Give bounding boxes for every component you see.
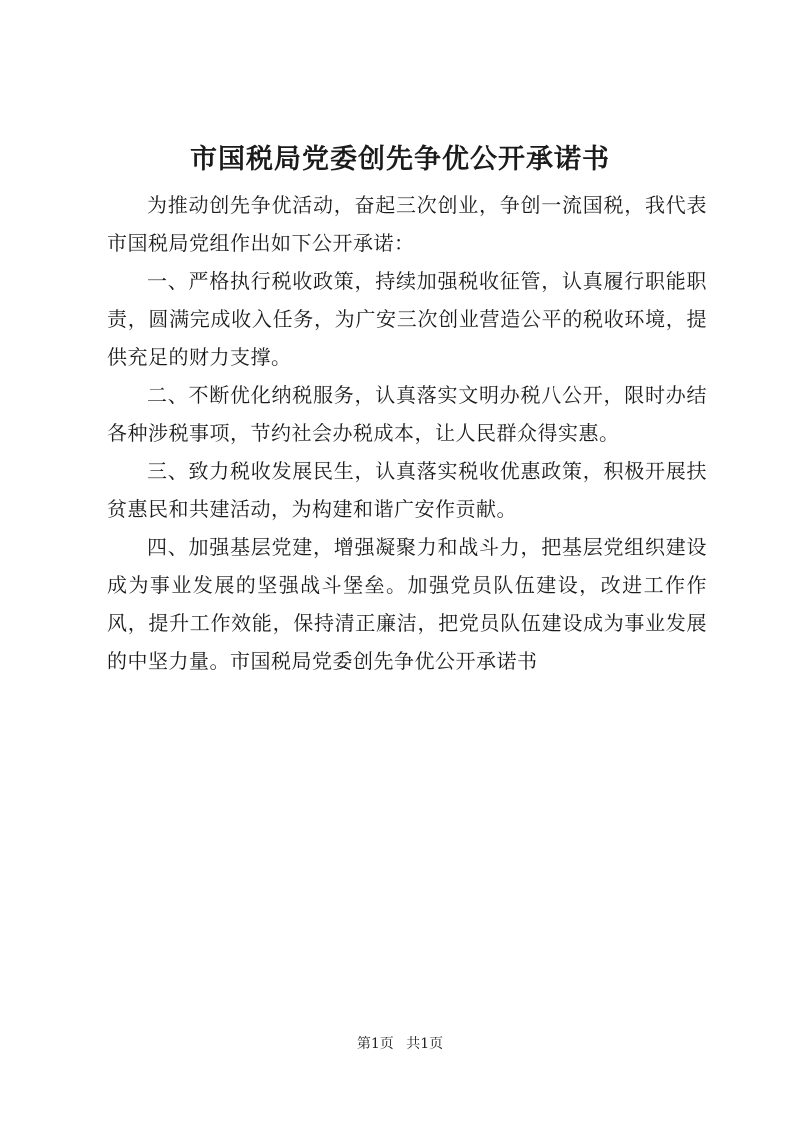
paragraph-item-2: 二、不断优化纳税服务，认真落实文明办税八公开，限时办结各种涉税事项，节约社会办税成本，让人民群众得实惠。 [107,383,707,445]
document-body [107,186,707,680]
page-footer [0,1034,800,1054]
page-number: 第1页 [356,1036,394,1052]
paragraph-item-4: 四、加强基层党建，增强凝聚力和战斗力，把基层党组织建设成为事业发展的坚强战斗堡垒。加强党员队伍建设，改进工作作风，提升工作效能，保持清正廉洁，把党员队伍建设成为事业发展的中坚力量。市国税局党委创先争优公开承诺书 [107,535,707,673]
page-total: 共1页 [406,1036,444,1052]
paragraph-item-3: 三、致力税收发展民生，认真落实税收优惠政策，积极开展扶贫惠民和共建活动，为构建和谐广安作贡献。 [107,459,707,521]
document-title: 市国税局党委创先争优公开承诺书 [190,144,610,175]
paragraph-intro: 为推动创先争优活动，奋起三次创业，争创一流国税，我代表市国税局党组作出如下公开承诺： [107,193,707,255]
paragraph-item-1: 一、严格执行税收政策，持续加强税收征管，认真履行职能职责，圆满完成收入任务，为广安三次创业营造公平的税收环境，提供充足的财力支撑。 [107,269,707,369]
